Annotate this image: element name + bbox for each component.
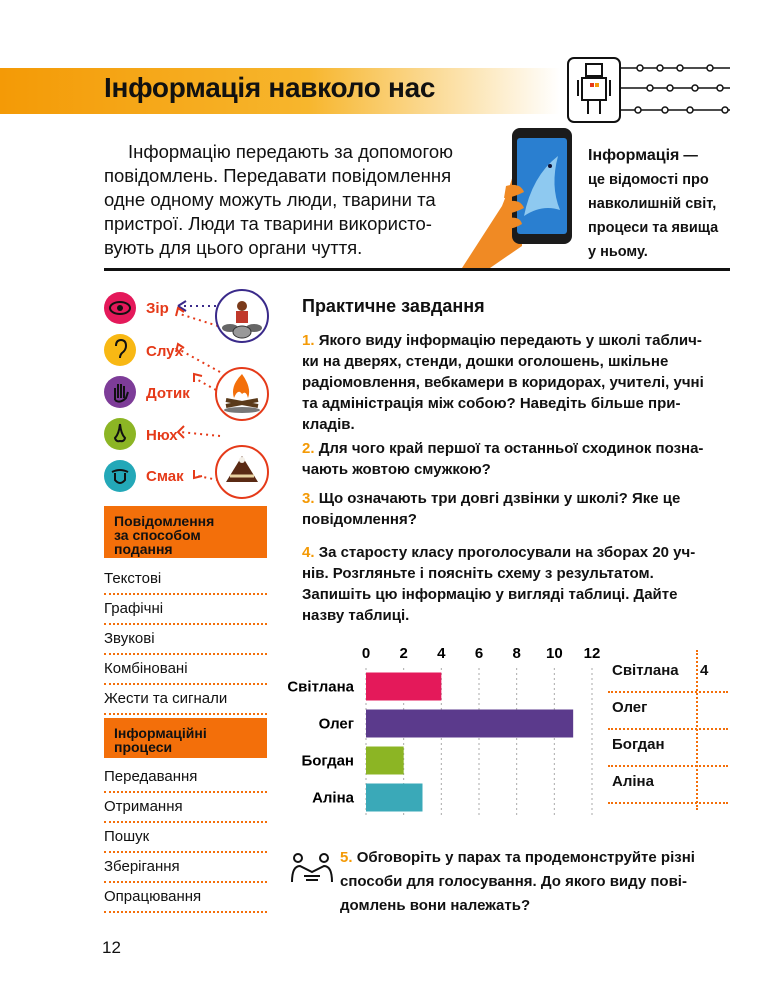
task-line: Обговоріть у парах та продемонструйте різні xyxy=(356,849,695,866)
hand-phone-illustration xyxy=(462,126,582,268)
definition-dash: — xyxy=(679,148,698,164)
intro-line: повідомлень. Передавати повідомлення xyxy=(104,165,452,186)
page-title: Інформація навколо нас xyxy=(104,72,436,103)
task-number: 3. xyxy=(302,490,315,507)
task-line: радіомовлення, вебкамери в коридорах, учителі, учні xyxy=(302,374,704,391)
definition-line: навколишній світ, xyxy=(588,196,717,212)
heading-line: за способом xyxy=(114,527,201,543)
task-line: та адміністрація між собою? Наведіть більше при- xyxy=(302,395,681,412)
intro-line: одне одному можуть люди, тварини та xyxy=(104,189,436,210)
task-1 xyxy=(302,330,730,435)
category-item: Отримання xyxy=(104,798,267,823)
definition-line: це відомості про xyxy=(588,172,709,188)
category-item: Текстові xyxy=(104,570,267,595)
task-line: повідомлення? xyxy=(302,511,417,528)
category-label: Аліна xyxy=(312,789,354,807)
eye-icon xyxy=(104,292,136,324)
vote-table-row xyxy=(608,654,728,693)
category-label: Світлана xyxy=(287,678,354,696)
category-item: Пошук xyxy=(104,828,267,853)
x-tick-label: 12 xyxy=(583,645,601,662)
category-item: Зберігання xyxy=(104,858,267,883)
heading-line: процеси xyxy=(114,739,173,755)
task-3 xyxy=(302,488,730,530)
bar xyxy=(366,784,423,812)
definition-box xyxy=(588,144,738,264)
bar xyxy=(366,747,404,775)
task-number: 4. xyxy=(302,544,315,561)
intro-line: пристрої. Люди та тварини використо- xyxy=(104,213,432,234)
bar xyxy=(366,673,441,701)
heading-line: Інформаційні xyxy=(114,725,207,741)
definition-line: процеси та явища xyxy=(588,220,719,236)
ear-icon xyxy=(104,334,136,366)
definition-term: Інформація xyxy=(588,147,680,164)
x-tick-label: 8 xyxy=(512,645,521,662)
handshake-icon xyxy=(290,852,336,884)
task-line: назву таблиці. xyxy=(302,607,410,624)
bar xyxy=(366,710,573,738)
intro-line: вують для цього органи чуття. xyxy=(104,237,363,258)
definition-line: у ньому. xyxy=(588,244,648,260)
x-tick-label: 4 xyxy=(437,645,446,662)
vote-table-row xyxy=(608,728,728,767)
vote-table-divider xyxy=(696,650,698,810)
votes-bar-chart xyxy=(282,640,602,820)
x-tick-label: 10 xyxy=(545,645,563,662)
task-line: ки на дверях, стенди, дошки оголошень, шкільне xyxy=(302,353,669,370)
nose-icon xyxy=(104,418,136,450)
hand-icon xyxy=(104,376,136,408)
heading-line: Повідомлення xyxy=(114,513,215,529)
tongue-icon xyxy=(104,460,136,492)
task-line: За старосту класу проголосували на зборах 20 уч- xyxy=(318,544,696,561)
category-label: Олег xyxy=(318,715,354,733)
category-item: Передавання xyxy=(104,768,267,793)
task-number: 5. xyxy=(340,849,353,866)
vote-name: Олег xyxy=(612,699,648,716)
task-line: кладів. xyxy=(302,416,355,433)
task-line: способи для голосування. До якого виду пові- xyxy=(340,873,687,890)
category-heading-presentation xyxy=(104,506,267,558)
category-heading-processes xyxy=(104,718,267,758)
x-tick-label: 6 xyxy=(474,645,484,662)
category-item: Комбіновані xyxy=(104,660,267,685)
sense-label-smell: Нюх xyxy=(146,427,178,444)
vote-table-row xyxy=(608,765,728,804)
task-5 xyxy=(340,846,730,918)
task-line: чають жовтою смужкою? xyxy=(302,461,491,478)
vote-table-row xyxy=(608,691,728,730)
robot-circuit-icon xyxy=(560,56,740,128)
category-label: Богдан xyxy=(301,752,354,770)
x-tick-label: 0 xyxy=(361,645,371,662)
vote-name: Аліна xyxy=(612,773,654,790)
heading-line: подання xyxy=(114,541,173,557)
task-line: Запишіть цю інформацію у вигляді таблиці. Дайте xyxy=(302,586,678,603)
category-item: Жести та сигнали xyxy=(104,690,267,715)
vote-name: Богдан xyxy=(612,736,665,753)
intro-paragraph xyxy=(104,140,472,260)
sense-label-sight: Зір xyxy=(146,300,169,317)
vote-value: 4 xyxy=(700,662,709,679)
category-item: Звукові xyxy=(104,630,267,655)
practice-title: Практичне завдання xyxy=(302,296,485,316)
sense-label-taste: Смак xyxy=(146,468,184,485)
task-4 xyxy=(302,542,730,626)
page-number: 12 xyxy=(102,938,121,957)
task-line: домлень вони належать? xyxy=(340,897,531,914)
task-line: Для чого край першої та останньої сходинок позна- xyxy=(318,440,704,457)
section-divider xyxy=(104,268,730,271)
category-item: Опрацювання xyxy=(104,888,267,913)
vote-name: Світлана xyxy=(612,662,679,679)
category-item: Графічні xyxy=(104,600,267,625)
intro-line: Інформацію передають за допомогою xyxy=(128,141,453,162)
x-tick-label: 2 xyxy=(399,645,408,662)
sense-label-hearing: Слух xyxy=(146,343,184,360)
task-line: нів. Розгляньте і поясніть схему з результатом. xyxy=(302,565,654,582)
task-number: 1. xyxy=(302,332,315,349)
task-2 xyxy=(302,438,730,480)
task-number: 2. xyxy=(302,440,315,457)
task-line: Що означають три довгі дзвінки у школі? Яке це xyxy=(318,490,681,507)
senses-arrows-illustration xyxy=(170,286,276,504)
task-line: Якого виду інформацію передають у школі таблич- xyxy=(318,332,702,349)
sense-label-touch: Дотик xyxy=(146,385,190,402)
